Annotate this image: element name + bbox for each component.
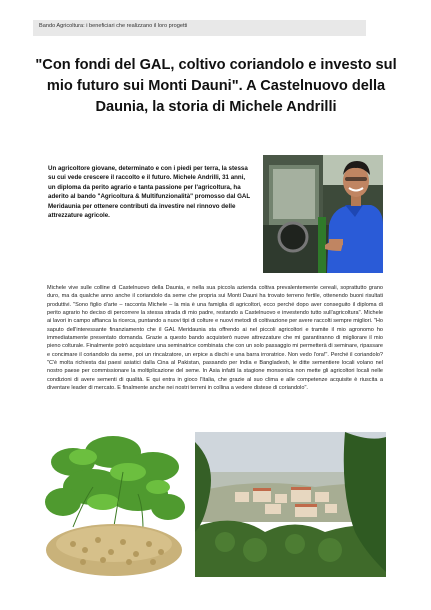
header-text: Bando Agricoltura: i beneficiari che realizzano il loro progetti <box>39 23 188 29</box>
article-title: "Con fondi del GAL, coltivo coriandolo e investo sul mio futuro sui Monti Dauni". A Castelnuovo della Daunia, la storia di Michele Andrilli <box>35 57 397 115</box>
article-intro: Un agricoltore giovane, determinato e con i piedi per terra, la stessa su cui vede crescere il raccolto e il futuro. Michele Andrilli, 31 anni, un diploma da perito agrario e tanta passione per l'agricoltura, ha aderito al bando "Agricoltura & Multifunzionalità" promosso dal GAL Meridaunia per ottenere contributi da investire nel rinnovo delle attrezzature agricole. <box>48 165 251 220</box>
farmer-photo <box>263 155 383 273</box>
town-photo <box>195 432 386 577</box>
header-bar <box>33 20 366 36</box>
article-body: Michele vive sulle colline di Castelnuovo della Daunia, e nella sua piccola azienda coltiva prevalentemente cereali, soprattutto grano duro, ma da qualche anno anche il coriandolo da seme che propria sui Monti Dauni ha trovato terreno fertile, ottenendo buoni risultati produttivi. "Sono figlio d'arte – racconta Michele – la mia è una famiglia di agricoltori, ecco perché dopo aver conseguito il diploma di perito agrario ho deciso di percorrere la stessa strada di mio padre, restando a Castelnuovo e investendo tutto sull'agricoltura". Michele ai lavori in campo affianca la ricerca, puntando a nuovi tipi di colture e nuovi metodi di coltivazione per avere raccolti sempre migliori. "Ho saputo dell'interessante finanziamento che il GAL Meridaunia sta offrendo ai nel piccoli agricoltori e tramite il mio agronomo ho immediatamente presentato domanda. Grazie a questo bando acquisterò nuove attrezzature che mi garantiranno di migliorare il mio pieno colturale. Finalmente potrò acquistare una seminatrice combinata che con un solo passaggio mi permetterà di seminare, ripassare e concimare il coriandolo da seme, poi un rincalzatore, un erpice a dischi e una barra irroratrice. Non vedo l'ora!". Perché il coriandolo? "C'è molta richiesta dai paesi asiatici dalla Cina al Pakistan, passando per India e Bangladesh, le ditte sementiere locali volano nel nostro paese per commissionare la moltiplicazione del seme. In Asia infatti la stagione monsonica non mette gli agricoltori locali nelle condizioni di avere sementi di qualità. E qui entra in gioco l'Italia, che grazie al suo clima e alle competenze acquisite è riuscita a diventare leader di mercato. E finalmente anche nei nostri terreni in collina a vedere distese di coriandolo". <box>47 285 383 392</box>
coriander-photo <box>43 432 185 577</box>
